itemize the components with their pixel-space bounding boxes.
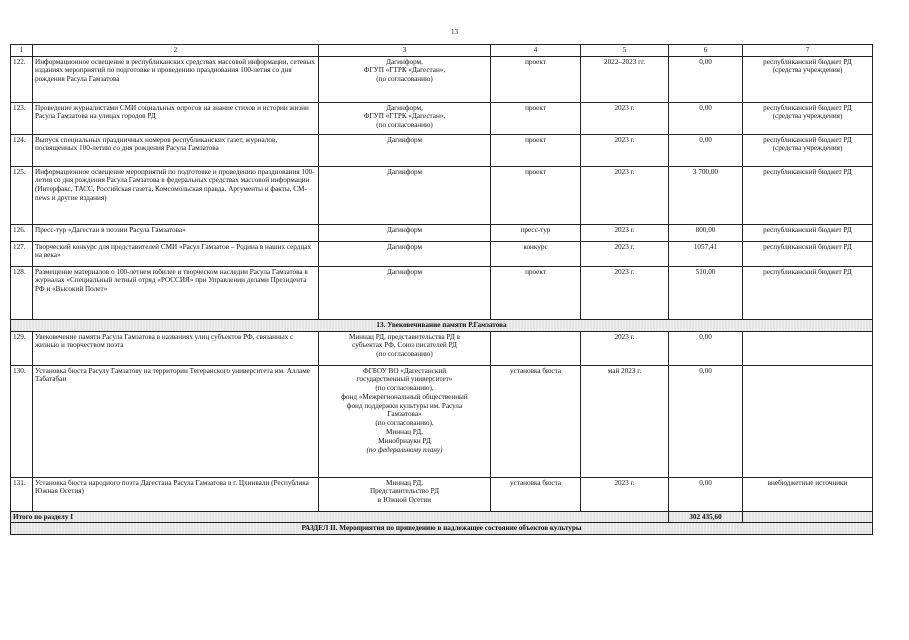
row-amount: 0,00 [669, 331, 743, 365]
col-header-4: 4 [491, 45, 581, 57]
table-row [11, 134, 873, 166]
row-number: 125. [11, 166, 33, 224]
row-form: проект [491, 134, 581, 166]
col-header-5: 5 [581, 45, 669, 57]
row-source: внебюджетные источники [743, 477, 873, 511]
total-row [11, 511, 873, 523]
row-number: 129. [11, 331, 33, 365]
row-term: 2023 г. [581, 331, 669, 365]
row-executor: Дагинформ [319, 266, 491, 319]
row-executor: Дагинформ, ФГУП «ГТРК «Дагестан», (по согласованию) [319, 102, 491, 134]
table-row [11, 224, 873, 241]
row-term: 2022–2023 гг. [581, 56, 669, 102]
row-number: 130. [11, 365, 33, 477]
row-source [743, 331, 873, 365]
row-source: республиканский бюджет РД [743, 166, 873, 224]
row-number: 131. [11, 477, 33, 511]
row-form: установка бюста [491, 365, 581, 477]
row-amount: 510,00 [669, 266, 743, 319]
row-source: республиканский бюджет РД (средства учреждения) [743, 102, 873, 134]
row-executor: Миннац РД, Представительство РД в Южной Осетии [319, 477, 491, 511]
table-row [11, 56, 873, 102]
page-number: 13 [451, 28, 458, 36]
row-event: Выпуск специальных праздничных номеров республиканских газет, журналов, посвященных 100-летию со дня рождения Расула Гамзатова [33, 134, 319, 166]
row-number: 122. [11, 56, 33, 102]
row-event: Размещение материалов о 100-летнем юбилее и творческом наследии Расула Гамзатова в журналах «Специальный летный отряд «РОССИЯ» при Управлении делами Президента РФ и «Высокий Полет» [33, 266, 319, 319]
row-term: май 2023 г. [581, 365, 669, 477]
row-number: 127. [11, 241, 33, 266]
row-number: 128. [11, 266, 33, 319]
row-amount: 0,00 [669, 102, 743, 134]
total-label: Итого по разделу I [11, 511, 669, 523]
row-form: проект [491, 166, 581, 224]
table-row [11, 102, 873, 134]
row-term: 2023 г. [581, 224, 669, 241]
header-row [11, 45, 873, 57]
row-executor: Дагинформ [319, 224, 491, 241]
row-executor: Дагинформ [319, 166, 491, 224]
row-number: 126. [11, 224, 33, 241]
table-row [11, 266, 873, 319]
table-row [11, 365, 873, 477]
table-row [11, 241, 873, 266]
row-amount: 800,00 [669, 224, 743, 241]
row-amount: 0,00 [669, 477, 743, 511]
row-number: 123. [11, 102, 33, 134]
row-term: 2023 г. [581, 266, 669, 319]
row-form: установка бюста [491, 477, 581, 511]
part-heading: РАЗДЕЛ II. Мероприятия по приведению в надлежащее состояние объектов культуры [11, 523, 873, 535]
part-heading-row [11, 523, 873, 535]
row-amount: 0,00 [669, 365, 743, 477]
row-source: республиканский бюджет РД [743, 224, 873, 241]
row-event: Информационное освещение мероприятий по подготовке и проведению празднования 100-летия со дня рождения Расула Гамзатова в федеральных средствах массовой информации (Интерфакс, ТАСС, Российская газета, Комсомольская правда, Аргументы и факты, СМ-news и другие издания) [33, 166, 319, 224]
row-form: проект [491, 102, 581, 134]
row-amount: 0,00 [669, 56, 743, 102]
row-term: 2023 г. [581, 166, 669, 224]
row-event: Информационное освещение в республиканских средствах массовой информации, сетевых изданиях мероприятий по подготовке и проведению празднования 100-летия со дня рождения Расула Гамзатова [33, 56, 319, 102]
row-form [491, 331, 581, 365]
row-term: 2023 г. [581, 134, 669, 166]
row-form: проект [491, 266, 581, 319]
row-form: проект [491, 56, 581, 102]
row-source: республиканский бюджет РД (средства учреждения) [743, 56, 873, 102]
col-header-7: 7 [743, 45, 873, 57]
row-source [743, 365, 873, 477]
row-source: республиканский бюджет РД [743, 241, 873, 266]
row-term: 2023 г. [581, 477, 669, 511]
row-amount: 0,00 [669, 134, 743, 166]
row-executor: ФГБОУ ВО «Дагестанский государственный университет» (по согласованию), фонд «Межрегиональный общественный фонд поддержки культуры им. Расула Гамзатова» (по согласованию), Миннац РД, Минобрнауки РД (по федеральному плану) [319, 365, 491, 477]
col-header-6: 6 [669, 45, 743, 57]
events-table [10, 44, 873, 535]
row-executor: Миннац РД, представительства РД в субъектах РФ, Союз писателей РД (по согласованию) [319, 331, 491, 365]
row-executor: Дагинформ [319, 134, 491, 166]
section-heading-row [11, 319, 873, 331]
row-executor: Дагинформ [319, 241, 491, 266]
col-header-2: 2 [33, 45, 319, 57]
table-row [11, 477, 873, 511]
row-executor: Дагинформ, ФГУП «ГТРК «Дагестан», (по согласованию) [319, 56, 491, 102]
row-form: конкурс [491, 241, 581, 266]
row-event: Пресс-тур «Дагестан в поэзии Расула Гамзатова» [33, 224, 319, 241]
row-amount: 3 700,00 [669, 166, 743, 224]
row-term: 2023 г. [581, 102, 669, 134]
row-event: Творческий конкурс для представителей СМИ «Расул Гамзатов – Родина в наших сердцах на века» [33, 241, 319, 266]
section-heading: 13. Увековечивание памяти Р.Гамзатова [11, 319, 873, 331]
row-term: 2023 г. [581, 241, 669, 266]
row-amount: 1057,41 [669, 241, 743, 266]
row-event: Установка бюста Расулу Гамзатову на территории Тегеранского университета им. Алламе Табатабаи [33, 365, 319, 477]
row-event: Установка бюста народного поэта Дагестана Расула Гамзатова в г. Цхинвали (Республика Южная Осетия) [33, 477, 319, 511]
col-header-3: 3 [319, 45, 491, 57]
row-event: Проведение журналистами СМИ социальных опросов на знание стихов и истории жизни Расула Гамзатова на улицах городов РД [33, 102, 319, 134]
col-header-1: 1 [11, 45, 33, 57]
total-amount: 302 435,60 [669, 511, 743, 523]
table-row [11, 166, 873, 224]
row-source: республиканский бюджет РД [743, 266, 873, 319]
row-form: пресс-тур [491, 224, 581, 241]
row-source: республиканский бюджет РД (средства учреждения) [743, 134, 873, 166]
table-row [11, 331, 873, 365]
row-number: 124. [11, 134, 33, 166]
row-event: Увековечение памяти Расула Гамзатова в названиях улиц субъектов РФ, связанных с жизнью и творчеством поэта [33, 331, 319, 365]
